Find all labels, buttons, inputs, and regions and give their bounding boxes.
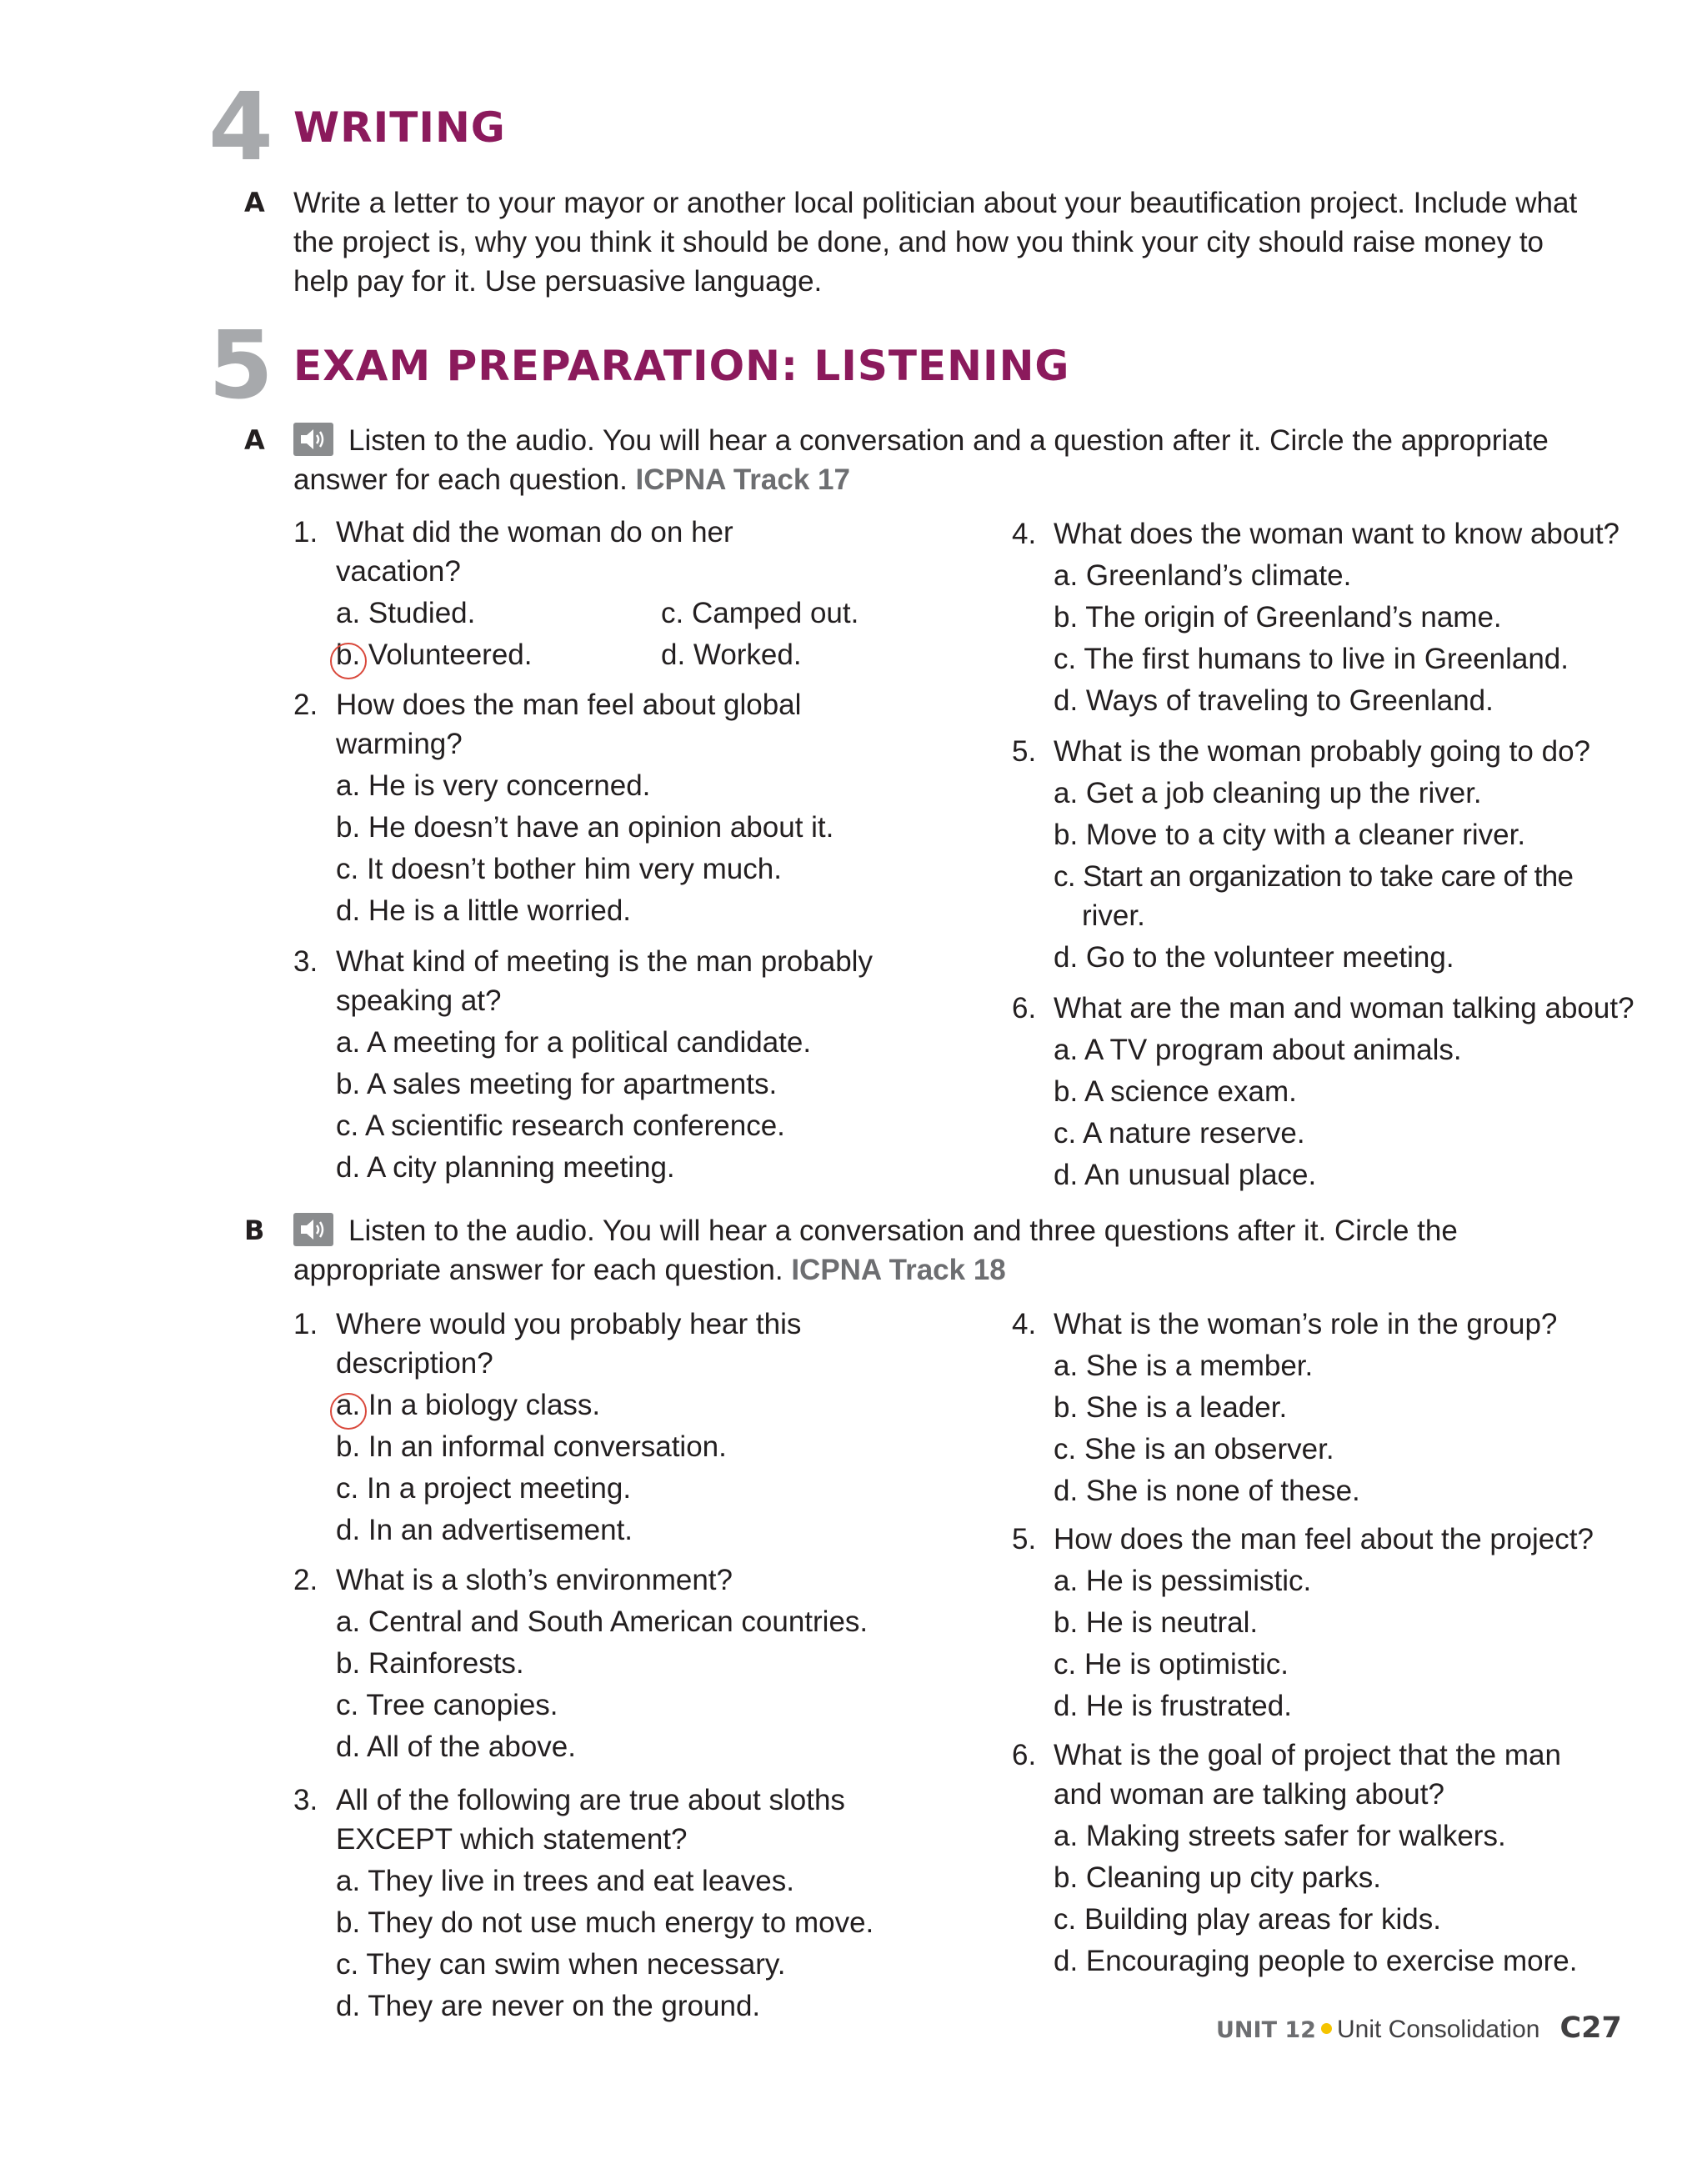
activity-letter: B [244,1215,265,1246]
answer-option[interactable]: d. All of the above. [336,1731,576,1763]
answer-option[interactable]: b. He doesn’t have an opinion about it. [336,811,834,844]
answer-option[interactable]: c. In a project meeting. [336,1472,632,1505]
question-number: 6. [1012,1739,1037,1771]
instruction-line: Write a letter to your mayor or another local politician about your beautification project. Include what [293,187,1578,219]
instruction-line: Listen to the audio. You will hear a conversation and a question after it. Circle the appropriate [348,424,1549,457]
answer-option[interactable]: a. Studied. [336,597,476,629]
answer-option-selected[interactable] [336,1385,600,1426]
question-stem: How does the man feel about the project? [1054,1523,1594,1555]
answer-option[interactable]: d. She is none of these. [1054,1475,1360,1507]
bullet-dot-icon [1321,2023,1332,2034]
answer-option[interactable]: c. Start an organization to take care of the [1054,860,1574,893]
answer-option[interactable]: c. They can swim when necessary. [336,1948,786,1981]
answer-option[interactable]: b. In an informal conversation. [336,1430,727,1463]
answer-option[interactable]: b. The origin of Greenland’s name. [1054,601,1502,634]
listening-b-instructions [293,1211,1458,1290]
question-stem: What are the man and woman talking about? [1054,992,1634,1024]
circled-answer-letter: a. [336,1389,361,1421]
question-stem: and woman are talking about? [1054,1778,1444,1811]
answer-option[interactable]: d. In an advertisement. [336,1514,633,1546]
question-stem: What is a sloth’s environment? [336,1564,733,1596]
answer-option-selected[interactable] [336,634,532,676]
answer-text: In a biology class. [360,1389,601,1421]
track-label: ICPNA Track 17 [635,463,850,496]
question-stem: What is the woman’s role in the group? [1054,1308,1558,1340]
answer-option[interactable]: b. Move to a city with a cleaner river. [1054,819,1526,851]
answer-option-continued: river. [1082,899,1145,932]
answer-option[interactable]: a. He is very concerned. [336,769,651,802]
instruction-line: Listen to the audio. You will hear a conversation and three questions after it. Circle the [348,1215,1458,1247]
answer-option[interactable]: a. Making streets safer for walkers. [1054,1820,1506,1852]
page-footer [1216,2011,1622,2061]
track-label: ICPNA Track 18 [791,1254,1006,1286]
audio-icon[interactable] [293,1213,333,1246]
section-title-exam: EXAM PREPARATION: LISTENING [293,342,1070,390]
question-stem: What kind of meeting is the man probably [336,945,873,978]
question-number: 4. [1012,1308,1037,1340]
answer-option[interactable]: c. Building play areas for kids. [1054,1903,1441,1936]
question-number: 6. [1012,992,1037,1024]
question-stem: What does the woman want to know about? [1054,518,1620,550]
answer-option[interactable]: c. It doesn’t bother him very much. [336,853,782,885]
answer-option[interactable]: c. Camped out. [661,597,859,629]
answer-option[interactable]: a. A TV program about animals. [1054,1034,1462,1066]
answer-option[interactable]: a. He is pessimistic. [1054,1565,1312,1597]
section-number-exam: 5 [208,312,270,420]
answer-option[interactable]: d. He is a little worried. [336,894,632,927]
answer-option[interactable]: d. Ways of traveling to Greenland. [1054,684,1494,717]
question-number: 1. [293,516,318,549]
answer-option[interactable]: b. She is a leader. [1054,1391,1288,1424]
answer-option[interactable]: d. Encouraging people to exercise more. [1054,1945,1578,1977]
instruction-line: the project is, why you think it should be done, and how you think your city should raise money to [293,226,1544,258]
question-stem: What is the woman probably going to do? [1054,735,1590,768]
question-stem: vacation? [336,555,461,588]
writing-instructions [293,183,1577,301]
question-number: 5. [1012,1523,1037,1555]
question-stem: All of the following are true about sloths [336,1784,845,1816]
question-stem: speaking at? [336,984,502,1017]
question-number: 3. [293,1784,318,1816]
question-stem: warming? [336,728,463,760]
answer-option[interactable]: d. Worked. [661,639,802,671]
instruction-line: answer for each question. [293,463,636,496]
question-number: 5. [1012,735,1037,768]
answer-option[interactable]: a. A meeting for a political candidate. [336,1026,812,1059]
question-stem: description? [336,1347,493,1380]
answer-option[interactable]: a. Get a job cleaning up the river. [1054,777,1482,809]
answer-option[interactable]: d. Go to the volunteer meeting. [1054,941,1454,974]
answer-option[interactable]: b. He is neutral. [1054,1606,1259,1639]
question-stem: How does the man feel about global [336,689,802,721]
answer-option[interactable]: a. Greenland’s climate. [1054,559,1352,592]
activity-letter: A [244,187,265,218]
circled-answer-letter: b. [336,639,361,671]
question-stem: What is the goal of project that the man [1054,1739,1561,1771]
answer-option[interactable]: b. A sales meeting for apartments. [336,1068,778,1100]
answer-option[interactable]: c. A nature reserve. [1054,1117,1305,1150]
answer-option[interactable]: d. An unusual place. [1054,1159,1317,1191]
answer-option[interactable]: b. Rainforests. [336,1647,524,1680]
answer-option[interactable]: c. The first humans to live in Greenland. [1054,643,1569,675]
question-stem: Where would you probably hear this [336,1308,802,1340]
question-number: 3. [293,945,318,978]
answer-text: Volunteered. [360,639,533,671]
answer-option[interactable]: b. A science exam. [1054,1075,1297,1108]
answer-option[interactable]: a. They live in trees and eat leaves. [336,1865,794,1897]
answer-option[interactable]: c. She is an observer. [1054,1433,1334,1465]
answer-option[interactable]: a. Central and South American countries. [336,1605,869,1638]
answer-option[interactable]: d. He is frustrated. [1054,1690,1292,1722]
footer-unit: UNIT 12 [1216,2017,1316,2043]
question-number: 4. [1012,518,1037,550]
answer-option[interactable]: b. They do not use much energy to move. [336,1906,874,1939]
activity-letter: A [244,424,265,456]
question-stem: EXCEPT which statement? [336,1823,688,1856]
answer-option[interactable]: a. She is a member. [1054,1350,1314,1382]
section-title-writing: WRITING [293,103,506,152]
section-number-writing: 4 [208,73,270,182]
question-stem: What did the woman do on her [336,516,733,549]
footer-unit-name: Unit Consolidation [1336,2016,1540,2043]
answer-option[interactable]: d. A city planning meeting. [336,1151,675,1184]
answer-option[interactable]: c. A scientific research conference. [336,1110,785,1142]
audio-icon[interactable] [293,423,333,456]
answer-option[interactable]: b. Cleaning up city parks. [1054,1861,1381,1894]
page-number: C27 [1559,2011,1622,2045]
answer-option[interactable]: c. He is optimistic. [1054,1648,1289,1681]
question-number: 2. [293,1564,318,1596]
instruction-line: appropriate answer for each question. [293,1254,792,1286]
question-number: 1. [293,1308,318,1340]
answer-option[interactable]: c. Tree canopies. [336,1689,558,1721]
answer-option[interactable]: d. They are never on the ground. [336,1990,761,2022]
instruction-line: help pay for it. Use persuasive language. [293,265,823,298]
question-number: 2. [293,689,318,721]
listening-a-instructions [293,421,1549,499]
